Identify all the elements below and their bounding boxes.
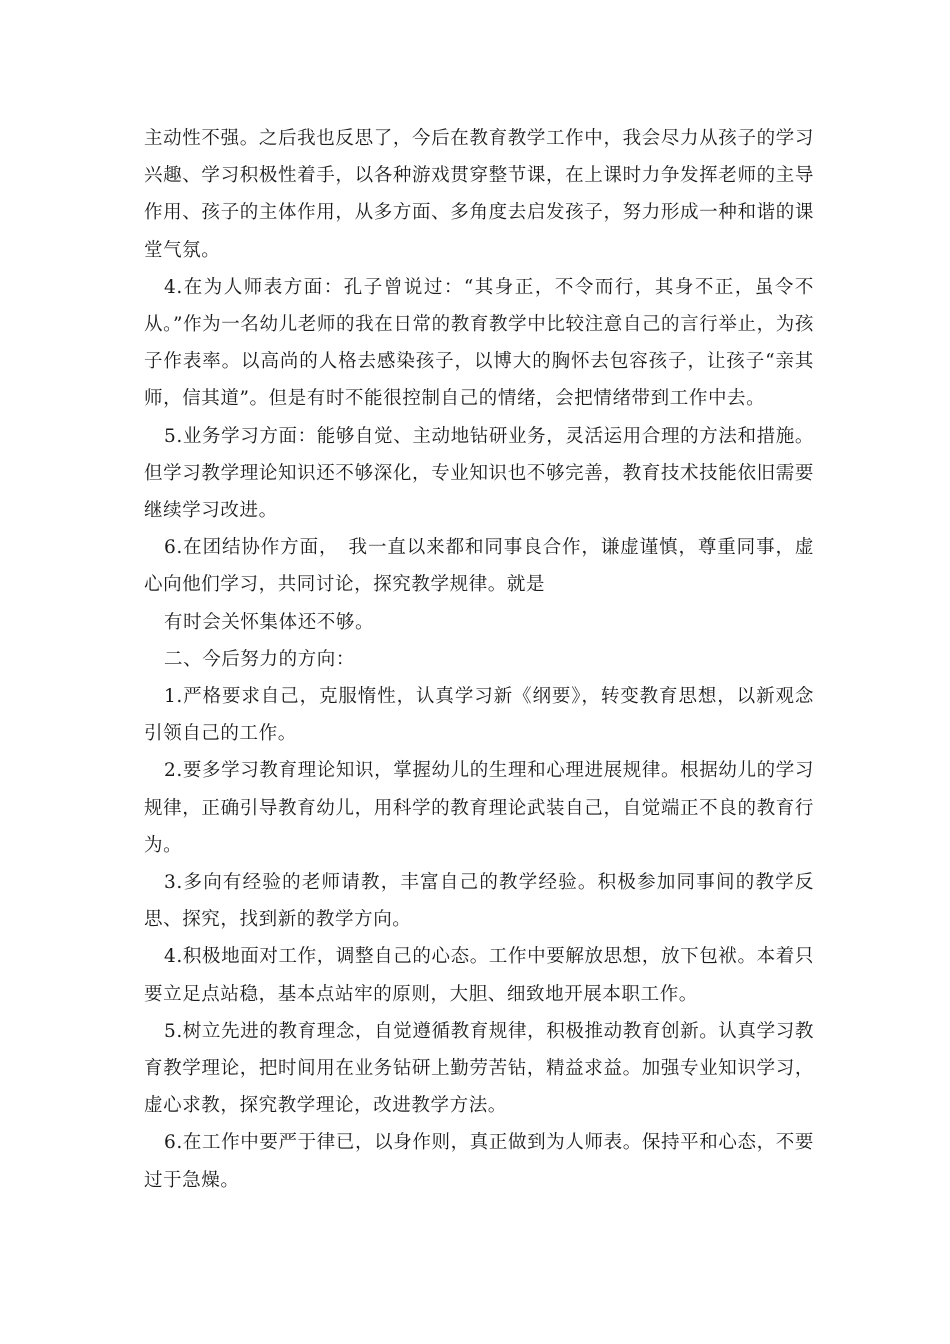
section-heading-future-direction: 二、今后努力的方向： — [164, 648, 356, 670]
paragraph-goal-6: 6.在工作中要严于律已，以身作则，真正做到为人师表。保持平和心态，不要过于急燥。 — [144, 1132, 814, 1191]
document-body — [144, 120, 814, 1199]
paragraph-item-6-teamwork: 6.在团结协作方面， 我一直以来都和同事良合作，谦虚谨慎，尊重同事，虚心向他们学习，共同讨论，探究教学规律。就是 — [144, 537, 814, 596]
paragraph-goal-5: 5.树立先进的教育理念，自觉遵循教育规律，积极推动教育创新。认真学习教育教学理论，把时间用在业务钻研上勤劳苦钻，精益求益。加强专业知识学习，虚心求教，探究教学理论，改进教学方法。 — [144, 1020, 814, 1117]
paragraph-item-4-teacher-conduct: 4.在为人师表方面：孔子曾说过：“其身正，不令而行，其身不正，虽令不从。”作为一名幼儿老师的我在日常的教育教学中比较注意自己的言行举止，为孩子作表率。以高尚的人格去感染孩子，以博大的胸怀去包容孩子，让孩子“亲其师，信其道”。但是有时不能很控制自己的情绪，会把情绪带到工作中去。 — [144, 276, 814, 410]
paragraph-goal-1: 1.严格要求自己，克服惰性，认真学习新《纲要》，转变教育思想，以新观念引领自己的工作。 — [144, 686, 814, 745]
paragraph-item-5-professional-study: 5.业务学习方面：能够自觉、主动地钻研业务，灵活运用合理的方法和措施。但学习教学理论知识还不够深化，专业知识也不够完善，教育技术技能依旧需要继续学习改进。 — [144, 425, 814, 522]
paragraph-continuation: 主动性不强。之后我也反思了，今后在教育教学工作中，我会尽力从孩子的学习兴趣、学习积极性着手，以各种游戏贯穿整节课，在上课时力争发挥老师的主导作用、孩子的主体作用，从多方面、多角度去启发孩子，努力形成一种和谐的课堂气氛。 — [144, 128, 814, 261]
paragraph-goal-4: 4.积极地面对工作，调整自己的心态。工作中要解放思想，放下包袱。本着只要立足点站稳，基本点站牢的原则，大胆、细致地开展本职工作。 — [144, 946, 814, 1005]
paragraph-teamwork-continuation: 有时会关怀集体还不够。 — [164, 611, 375, 633]
paragraph-goal-3: 3.多向有经验的老师请教，丰富自己的教学经验。积极参加同事间的教学反思、探究，找到新的教学方向。 — [144, 872, 814, 931]
paragraph-goal-2: 2.要多学习教育理论知识，掌握幼儿的生理和心理进展规律。根据幼儿的学习规律，正确引导教育幼儿，用科学的教育理论武装自己，自觉端正不良的教育行为。 — [144, 760, 814, 856]
